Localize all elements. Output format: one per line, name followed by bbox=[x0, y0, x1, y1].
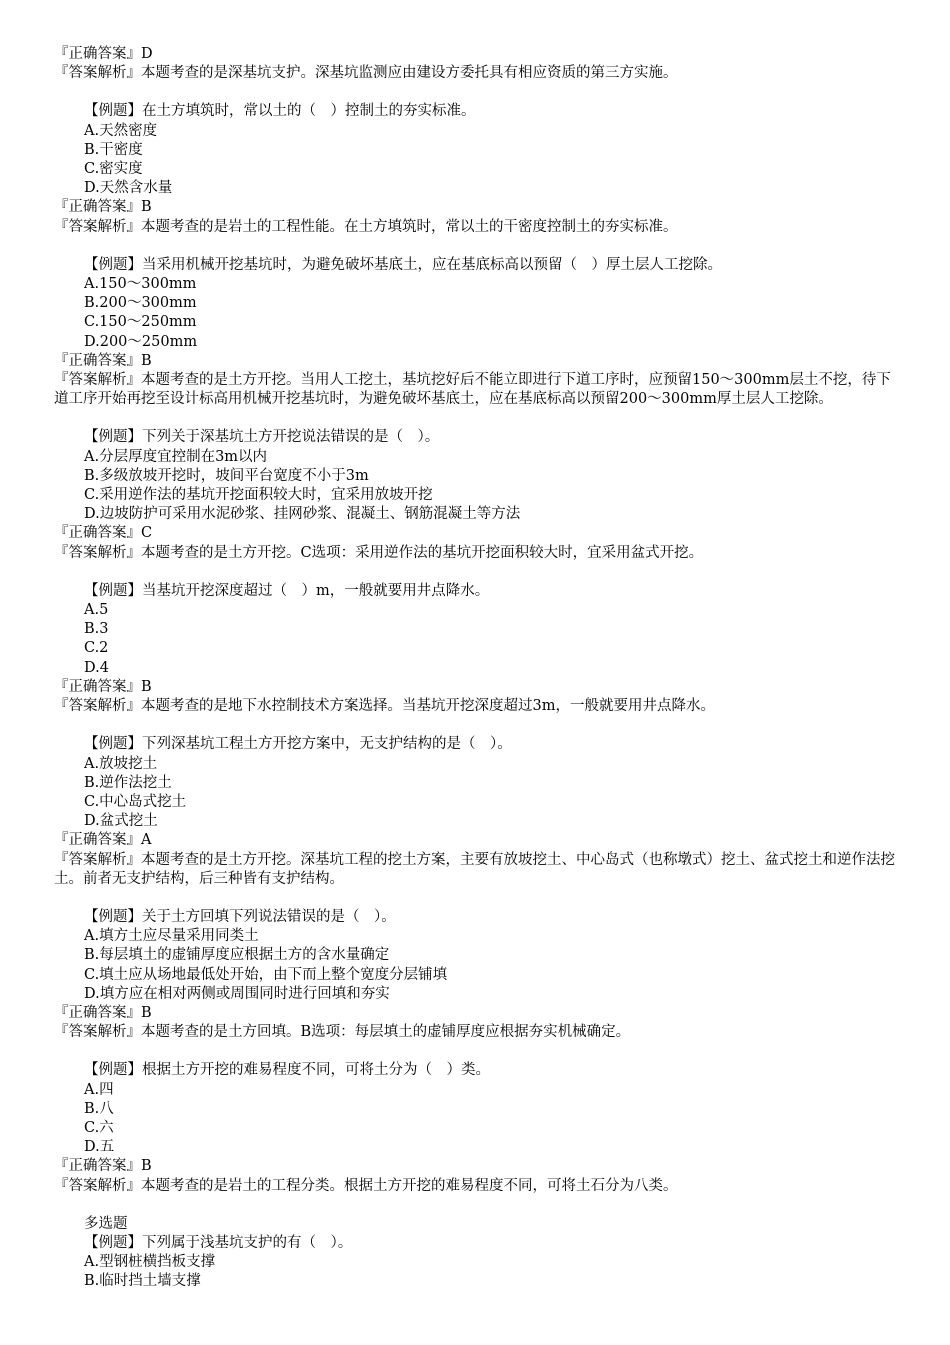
option: D.盆式挖土 bbox=[84, 813, 158, 830]
question-title: 【例题】当采用机械开挖基坑时，为避免破坏基底土，应在基底标高以预留（ ）厚土层人工挖除。 bbox=[84, 256, 722, 273]
question-title: 【例题】下列关于深基坑土方开挖说法错误的是（ ）。 bbox=[84, 429, 440, 446]
option: B.临时挡土墙支撑 bbox=[84, 1273, 201, 1290]
analysis-line: 『答案解析』本题考查的是土方回填。B选项：每层填土的虚铺厚度应根据夯实机械确定。 bbox=[54, 1024, 631, 1041]
question-title: 【例题】下列属于浅基坑支护的有（ ）。 bbox=[84, 1234, 353, 1251]
analysis-line: 『答案解析』本题考查的是岩土的工程分类。根据土方开挖的难易程度不同，可将土石分为八类。 bbox=[54, 1177, 678, 1194]
analysis-line: 『答案解析』本题考查的是土方开挖。当用人工挖土，基坑挖好后不能立即进行下道工序时，应预留150～300mm层土不挖，待下道工序开始再挖至设计标高用机械开挖基坑时，为避免破坏基底土，应在基底标高以预留200～300mm厚土层人工挖除。 bbox=[54, 372, 891, 408]
option: C.密实度 bbox=[84, 161, 143, 178]
option: B.八 bbox=[84, 1100, 114, 1117]
option: A.150～300mm bbox=[84, 276, 197, 293]
question-title: 【例题】关于土方回填下列说法错误的是（ ）。 bbox=[84, 908, 396, 925]
analysis-line: 『答案解析』本题考查的是土方开挖。深基坑工程的挖土方案，主要有放坡挖土、中心岛式（也称墩式）挖土、盆式挖土和逆作法挖土。前者无支护结构，后三种皆有支护结构。 bbox=[54, 851, 895, 887]
option: B.多级放坡开挖时，坡间平台宽度不小于3m bbox=[84, 467, 369, 484]
answer-line: 『正确答案』B bbox=[54, 1004, 152, 1021]
answer-line: 『正确答案』A bbox=[54, 832, 152, 849]
option: B.干密度 bbox=[84, 141, 143, 158]
answer-line: 『正确答案』B bbox=[54, 678, 152, 695]
question-title: 【例题】在土方填筑时，常以土的（ ）控制土的夯实标准。 bbox=[84, 103, 476, 120]
option: C.中心岛式挖土 bbox=[84, 793, 187, 810]
option: C.150～250mm bbox=[84, 314, 197, 331]
option: D.边坡防护可采用水泥砂浆、挂网砂浆、混凝土、钢筋混凝土等方法 bbox=[84, 506, 521, 523]
option: D.填方应在相对两侧或周围同时进行回填和夯实 bbox=[84, 985, 390, 1002]
answer-line: 『正确答案』C bbox=[54, 525, 153, 542]
option: A.四 bbox=[84, 1081, 114, 1098]
answer-line: 『正确答案』B bbox=[54, 199, 152, 216]
option: C.填土应从场地最低处开始，由下而上整个宽度分层铺填 bbox=[84, 966, 448, 983]
option: D.200～250mm bbox=[84, 333, 198, 350]
analysis-line: 『答案解析』本题考查的是地下水控制技术方案选择。当基坑开挖深度超过3m，一般就要用井点降水。 bbox=[54, 698, 715, 715]
option: C.2 bbox=[84, 640, 109, 657]
option: A.填方土应尽量采用同类土 bbox=[84, 928, 259, 945]
option: A.分层厚度宜控制在3m以内 bbox=[84, 448, 268, 465]
analysis-line: 『答案解析』本题考查的是土方开挖。C选项：采用逆作法的基坑开挖面积较大时，宜采用盆式开挖。 bbox=[54, 544, 704, 561]
question-title: 【例题】根据土方开挖的难易程度不同，可将土分为（ ）类。 bbox=[84, 1062, 490, 1079]
analysis-line: 『答案解析』本题考查的是岩土的工程性能。在土方填筑时，常以土的干密度控制土的夯实标准。 bbox=[54, 218, 678, 235]
section-heading: 多选题 bbox=[84, 1215, 128, 1232]
option: D.五 bbox=[84, 1139, 115, 1156]
option: C.采用逆作法的基坑开挖面积较大时，宜采用放坡开挖 bbox=[84, 487, 433, 504]
option: A.天然密度 bbox=[84, 122, 158, 139]
answer-line: 『正确答案』D bbox=[54, 46, 153, 62]
option: A.5 bbox=[84, 602, 109, 619]
option: B.每层填土的虚铺厚度应根据土方的含水量确定 bbox=[84, 947, 390, 964]
option: A.放坡挖土 bbox=[84, 755, 158, 772]
option: B.逆作法挖土 bbox=[84, 774, 172, 791]
option: D.4 bbox=[84, 659, 109, 676]
analysis-line: 『答案解析』本题考查的是深基坑支护。深基坑监测应由建设方委托具有相应资质的第三方实施。 bbox=[54, 65, 678, 82]
question-title: 【例题】下列深基坑工程土方开挖方案中，无支护结构的是（ ）。 bbox=[84, 736, 512, 753]
option: B.3 bbox=[84, 621, 109, 638]
option: D.天然含水量 bbox=[84, 180, 173, 197]
answer-line: 『正确答案』B bbox=[54, 1158, 152, 1175]
option: C.六 bbox=[84, 1119, 114, 1136]
option: A.型钢桩横挡板支撑 bbox=[84, 1254, 216, 1271]
question-title: 【例题】当基坑开挖深度超过（ ）m，一般就要用井点降水。 bbox=[84, 582, 490, 599]
answer-line: 『正确答案』B bbox=[54, 352, 152, 369]
option: B.200～300mm bbox=[84, 295, 197, 312]
